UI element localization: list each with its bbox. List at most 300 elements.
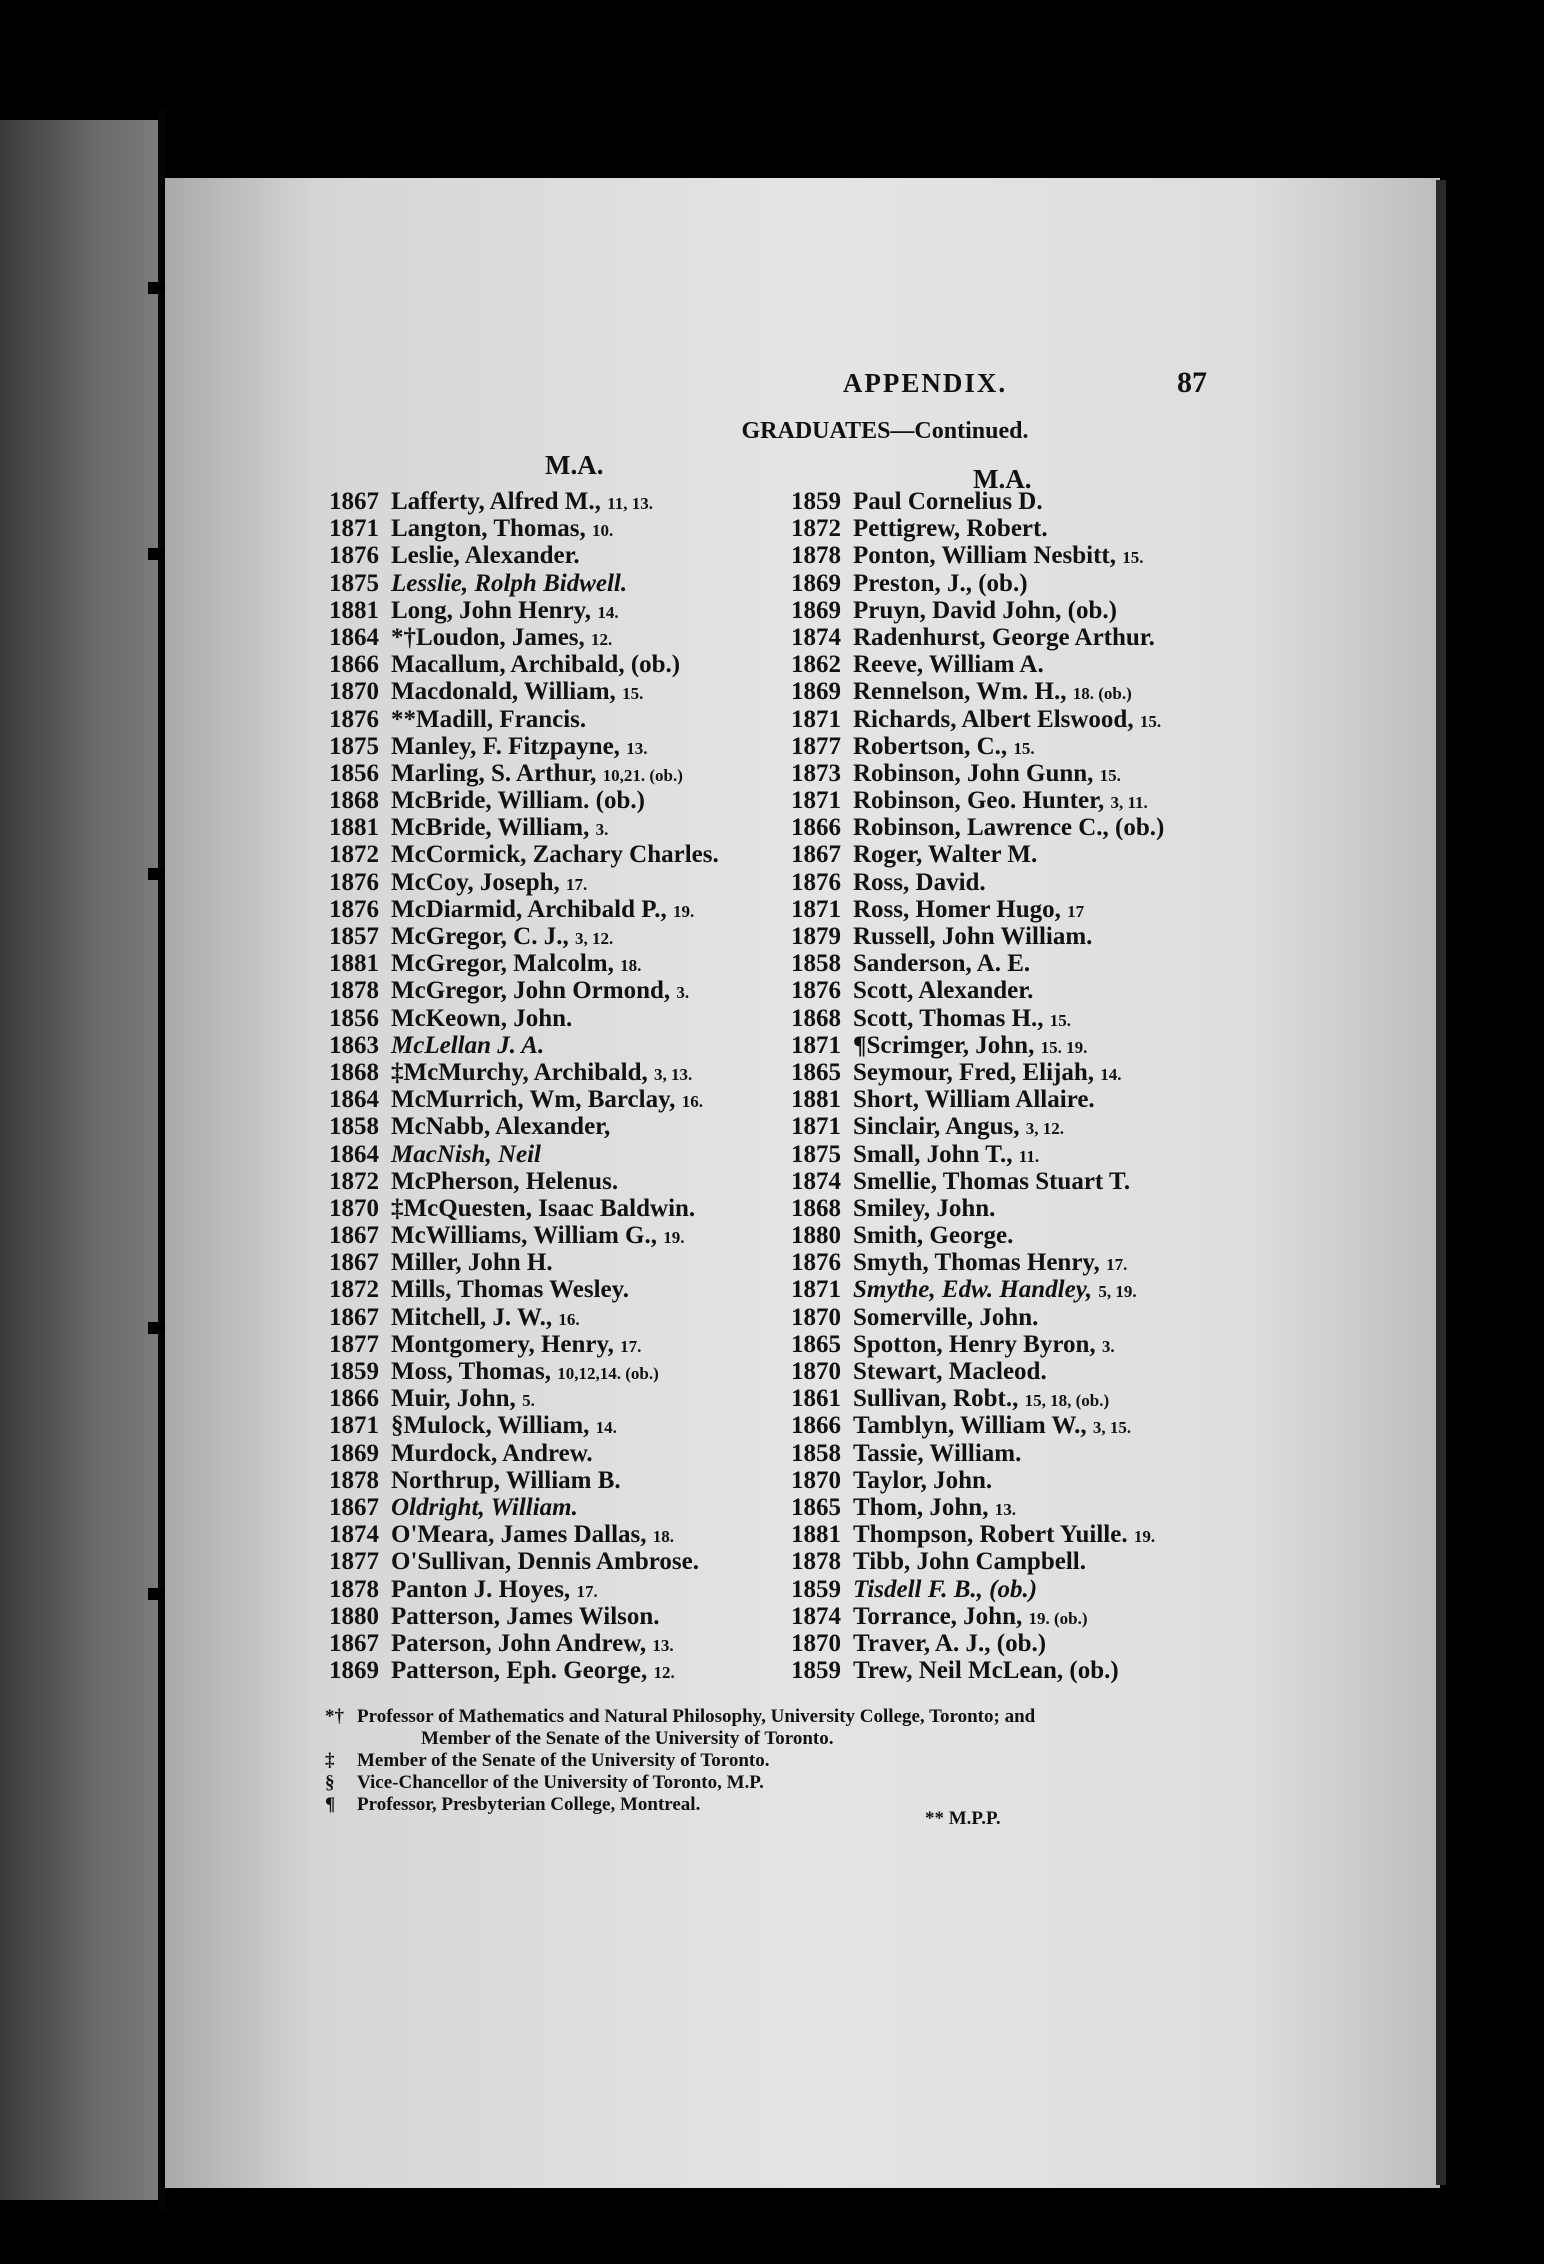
entry-year: 1881 [329,814,379,842]
entry-year: 1871 [791,705,841,733]
footnote-text: Professor of Mathematics and Natural Philosophy, University College, Toronto; and [357,1706,1036,1727]
entry-year: 1870 [791,1358,841,1385]
entry-name: Ponton, William Nesbitt, [853,542,1116,570]
entry-name: Scott, Alexander. [853,977,1034,1005]
entry-year: 1876 [329,542,379,570]
entry-year: 1856 [329,759,379,787]
entry-year: 1878 [329,1466,379,1494]
graduate-entry [313,1603,719,1630]
entry-name: Sullivan, Robt., [853,1385,1019,1413]
entry-name: McCoy, Joseph, [391,868,560,896]
graduate-entry [775,1494,1164,1521]
graduate-entry [775,1385,1164,1412]
entry-name: Mitchell, J. W., [391,1303,553,1331]
entry-year: 1864 [329,623,379,651]
entry-name: Pruyn, David John, (ob.) [853,596,1117,624]
entry-year: 1861 [791,1385,841,1413]
graduate-entry [775,1630,1164,1657]
graduate-entry [313,1304,719,1331]
footnote-text: Member of the Senate of the University of Toronto. [421,1728,834,1749]
entry-name: Thom, John, [853,1493,989,1521]
entry-notes: 17. [620,1336,642,1356]
graduate-entry [775,869,1164,896]
entry-year: 1869 [329,1657,379,1685]
graduate-entry [313,787,719,814]
entry-year: 1867 [329,1303,379,1331]
entry-notes: 3, 12. [1025,1119,1065,1139]
footnote-symbol: ¶ [325,1794,336,1815]
entry-year: 1868 [329,787,379,815]
footnote-text: Member of the Senate of the University of Toronto. [357,1750,770,1771]
entry-year: 1876 [791,868,841,896]
graduate-entry [313,814,719,841]
entry-year: 1876 [791,977,841,1005]
entry-year: 1875 [329,732,379,760]
entry-notes: 3, 13. [653,1064,693,1084]
entry-year: 1878 [329,977,379,1005]
entry-year: 1876 [329,868,379,896]
entry-name: Madill, Francis. [416,705,587,733]
entry-name: Loudon, James, [416,623,585,651]
graduate-entry [775,1358,1164,1385]
entry-year: 1874 [791,1602,841,1630]
entry-notes: 5, 19. [1098,1282,1137,1302]
graduate-entry [313,1222,719,1249]
entry-notes: 17. [1106,1255,1128,1275]
graduate-entry [775,814,1164,841]
entry-name: Pettigrew, Robert. [853,515,1048,543]
entry-notes: 10. [592,521,614,541]
entry-year: 1859 [791,1657,841,1685]
entry-name: Sinclair, Angus, [853,1113,1020,1141]
entry-notes: 15. [1013,738,1035,758]
entry-notes: 3, 11. [1110,793,1148,813]
graduate-entry [775,488,1164,515]
graduate-entry [313,1195,719,1222]
book-spine [158,110,165,2210]
graduate-entry [313,1358,719,1385]
entry-notes: 17. [566,874,588,894]
entry-name: Robertson, C., [853,732,1008,760]
entry-notes: 3, 15. [1092,1418,1132,1438]
graduate-entry [313,869,719,896]
entry-year: 1880 [329,1602,379,1630]
entry-name: MacNish, Neil [391,1140,541,1168]
entry-notes: 12. [591,629,613,649]
entry-year: 1870 [791,1629,841,1657]
graduate-entry [775,1412,1164,1439]
entry-name: Marling, S. Arthur, [391,759,597,787]
footnotes [325,1706,1325,1816]
entry-year: 1876 [791,1249,841,1277]
footnote [325,1794,1325,1816]
entry-name: Macdonald, William, [391,678,616,706]
graduate-entry [775,1467,1164,1494]
entry-name: McMurrich, Wm, Barclay, [391,1086,676,1114]
entry-year: 1871 [329,515,379,543]
graduate-entry [313,1412,719,1439]
entry-notes: 15. [1049,1010,1072,1030]
entry-year: 1877 [791,732,841,760]
graduate-entry [313,706,719,733]
entry-name: Richards, Albert Elswood, [853,705,1134,733]
graduate-entry [775,570,1164,597]
entry-mark: ‡ [391,1058,404,1086]
entry-name: McWilliams, William G., [391,1222,657,1250]
graduate-entry [775,706,1164,733]
entry-name: Ross, David. [853,868,986,896]
entry-notes: 19. [1133,1527,1156,1547]
entry-year: 1874 [791,1167,841,1195]
graduate-entry [313,1657,719,1684]
entry-mark: *† [391,623,416,651]
entry-name: McLellan J. A. [391,1031,545,1059]
entry-year: 1876 [329,705,379,733]
entry-year: 1866 [791,1412,841,1440]
entry-name: Smythe, Edw. Handley, [853,1276,1093,1304]
entry-name: Rennelson, Wm. H., [853,678,1067,706]
footnote [325,1706,1325,1728]
entry-mark: ‡ [391,1194,404,1222]
graduate-entry [775,841,1164,868]
entry-name: McCormick, Zachary Charles. [391,841,719,869]
graduate-entry [775,1113,1164,1140]
graduate-entry [313,1141,719,1168]
entry-year: 1867 [329,488,379,515]
entry-year: 1878 [329,1575,379,1603]
graduate-entry [775,651,1164,678]
entry-year: 1868 [791,1004,841,1032]
entry-name: McGregor, C. J., [391,923,569,950]
entry-year: 1871 [791,1276,841,1304]
entry-name: Oldright, William. [391,1493,578,1521]
entry-year: 1867 [329,1222,379,1250]
entry-name: Trew, Neil McLean, (ob.) [853,1657,1119,1685]
entry-notes: 15. [1122,548,1144,568]
entry-name: Russell, John William. [853,923,1093,950]
entry-year: 1870 [329,678,379,706]
entry-name: Lafferty, Alfred M., [391,488,601,515]
entry-year: 1869 [329,1439,379,1467]
entry-notes: 14. [1100,1064,1122,1084]
entry-name: McNabb, Alexander, [391,1113,611,1141]
entry-name: Patterson, James Wilson. [391,1602,660,1630]
entry-notes: 12. [653,1663,675,1683]
entry-mark: § [391,1412,404,1440]
graduate-entry [313,896,719,923]
entry-year: 1881 [791,1086,841,1114]
entry-year: 1871 [791,1031,841,1059]
entry-year: 1871 [791,1113,841,1141]
graduate-entry [313,597,719,624]
entry-year: 1871 [329,1412,379,1440]
entry-year: 1856 [329,1004,379,1032]
graduate-entry [313,1276,719,1303]
entry-name: Lesslie, Rolph Bidwell. [391,569,628,597]
entry-name: Paterson, John Andrew, [391,1629,647,1657]
entry-notes: 5. [522,1391,535,1411]
graduate-entry [775,1548,1164,1575]
entry-notes: 18. (ob.) [1072,684,1132,704]
entry-name: Montgomery, Henry, [391,1330,614,1358]
entry-notes: 3. [595,820,609,840]
entry-name: Taylor, John. [853,1466,993,1494]
graduate-entry [775,1086,1164,1113]
entry-year: 1868 [791,1194,841,1222]
entry-name: Patterson, Eph. George, [391,1657,648,1685]
graduate-entry [775,1276,1164,1303]
entry-name: Robinson, Geo. Hunter, [853,787,1105,815]
entry-year: 1867 [329,1629,379,1657]
entry-name: Miller, John H. [391,1249,553,1277]
page-edge-shadow [1436,180,1446,2185]
entry-year: 1873 [791,759,841,787]
graduate-entry [775,597,1164,624]
footnote-symbol: ‡ [325,1750,335,1771]
graduate-entry [313,733,719,760]
graduate-entry [313,1630,719,1657]
entry-name: McPherson, Helenus. [391,1167,619,1195]
graduate-entry [775,950,1164,977]
entry-year: 1877 [329,1330,379,1358]
entry-year: 1871 [791,787,841,815]
graduate-entry [775,678,1164,705]
graduate-entry [313,1494,719,1521]
graduate-list-left [313,488,719,1684]
entry-name: Radenhurst, George Arthur. [853,623,1155,651]
entry-notes: 13. [626,738,648,758]
entry-year: 1864 [329,1140,379,1168]
entry-year: 1866 [329,651,379,679]
graduate-entry [775,1603,1164,1630]
column-heading-right: M.A. [973,464,1032,494]
graduate-entry [313,923,719,950]
entry-year: 1872 [329,1276,379,1304]
entry-name: Robinson, Lawrence C., (ob.) [853,814,1165,842]
graduate-entry [775,923,1164,950]
entry-year: 1878 [791,1548,841,1576]
entry-year: 1875 [791,1140,841,1168]
graduate-entry [313,1467,719,1494]
entry-name: Spotton, Henry Byron, [853,1330,1096,1358]
entry-name: Long, John Henry, [391,596,592,624]
entry-year: 1872 [791,515,841,543]
entry-year: 1869 [791,596,841,624]
entry-name: Smellie, Thomas Stuart T. [853,1167,1131,1195]
graduate-entry [775,1331,1164,1358]
entry-name: Macallum, Archibald, (ob.) [391,651,681,679]
entry-name: McGregor, John Ormond, [391,977,671,1005]
entry-year: 1865 [791,1058,841,1086]
entry-notes: 14. [597,602,619,622]
entry-notes: 11, 13. [607,494,653,513]
graduate-entry [313,1059,719,1086]
graduate-entry [775,542,1164,569]
entry-year: 1865 [791,1330,841,1358]
entry-name: Tamblyn, William W., [853,1412,1087,1440]
graduate-entry [775,1168,1164,1195]
entry-name: Smiley, John. [853,1194,996,1222]
entry-year: 1866 [791,814,841,842]
entry-year: 1877 [329,1548,379,1576]
entry-name: Scrimger, John, [866,1031,1035,1059]
entry-year: 1872 [329,1167,379,1195]
graduate-entry [775,977,1164,1004]
graduate-entry [313,624,719,651]
entry-notes: 16. [681,1092,703,1112]
graduate-entry [775,515,1164,542]
entry-name: O'Meara, James Dallas, [391,1521,647,1549]
section-title: GRADUATES—Continued. [741,418,1029,444]
entry-notes: 19. [672,901,695,921]
entry-name: Stewart, Macleod. [853,1358,1047,1385]
page-number: 87 [1177,366,1207,399]
graduate-entry [313,1086,719,1113]
footnote [325,1728,1325,1750]
graduate-entry [313,950,719,977]
entry-name: McBride, William. (ob.) [391,787,645,815]
entry-name: Seymour, Fred, Elijah, [853,1058,1094,1086]
entry-notes: 15. 19. [1040,1037,1088,1057]
entry-name: Short, William Allaire. [853,1086,1095,1114]
entry-notes: 14. [595,1418,617,1438]
entry-name: Murdock, Andrew. [391,1439,593,1467]
graduate-entry [313,1249,719,1276]
graduate-entry [313,570,719,597]
graduate-entry [313,1005,719,1032]
entry-year: 1872 [329,841,379,869]
graduate-entry [313,1113,719,1140]
graduate-entry [775,1657,1164,1684]
footnote-symbol: § [325,1772,335,1793]
entry-year: 1878 [791,542,841,570]
entry-year: 1870 [791,1466,841,1494]
entry-notes: 18. [652,1527,675,1547]
entry-name: Robinson, John Gunn, [853,759,1094,787]
entry-name: Langton, Thomas, [391,515,586,543]
entry-year: 1871 [791,895,841,923]
entry-year: 1859 [329,1358,379,1385]
entry-name: Sanderson, A. E. [853,950,1031,978]
column-heading-left: M.A. [545,450,604,480]
entry-name: McBride, William, [391,814,590,842]
footnote [325,1772,1325,1794]
entry-year: 1881 [329,596,379,624]
graduate-entry [313,1168,719,1195]
entry-notes: 18. [620,956,642,976]
graduate-entry [313,1331,719,1358]
entry-year: 1865 [791,1493,841,1521]
entry-name: Leslie, Alexander. [391,542,580,570]
graduate-entry [775,1059,1164,1086]
entry-notes: 3, 12. [574,929,614,948]
entry-year: 1859 [791,1575,841,1603]
entry-name: O'Sullivan, Dennis Ambrose. [391,1548,699,1576]
entry-name: Preston, J., (ob.) [853,569,1028,597]
entry-year: 1869 [791,569,841,597]
entry-name: Tibb, John Campbell. [853,1548,1086,1576]
entry-name: Mulock, William, [403,1412,590,1440]
graduate-entry [775,787,1164,814]
graduate-entry [775,624,1164,651]
entry-name: McKeown, John. [391,1004,573,1032]
graduate-entry [775,1032,1164,1059]
entry-year: 1874 [791,623,841,651]
entry-year: 1867 [791,841,841,869]
entry-name: Ross, Homer Hugo, [853,895,1061,923]
entry-name: McGregor, Malcolm, [391,950,614,978]
graduate-entry [313,1385,719,1412]
entry-year: 1868 [329,1058,379,1086]
entry-mark: ¶ [853,1031,867,1059]
entry-name: McMurchy, Archibald, [403,1058,648,1086]
entry-year: 1864 [329,1086,379,1114]
entry-notes: 15. [622,684,644,704]
graduate-list-right [775,488,1164,1684]
graduate-entry [313,1521,719,1548]
entry-notes: 17 [1067,901,1085,921]
entry-notes: 16. [558,1309,580,1329]
entry-year: 1876 [329,895,379,923]
entry-notes: 10,21. (ob.) [602,765,683,785]
entry-name: Moss, Thomas, [391,1358,551,1385]
graduate-entry [775,1222,1164,1249]
entry-notes: 19. [663,1228,685,1248]
running-head: APPENDIX. [842,368,1008,398]
entry-year: 1863 [329,1031,379,1059]
entry-name: Traver, A. J., (ob.) [853,1629,1047,1657]
entry-year: 1858 [791,1439,841,1467]
footnote-text: Professor, Presbyterian College, Montreal. [357,1794,701,1815]
entry-year: 1869 [791,678,841,706]
entry-year: 1880 [791,1222,841,1250]
entry-notes: 11. [1018,1146,1040,1166]
entry-year: 1862 [791,651,841,679]
entry-year: 1875 [329,569,379,597]
graduate-entry [775,1521,1164,1548]
graduate-entry [313,542,719,569]
entry-notes: 17. [576,1581,598,1601]
graduate-entry [313,841,719,868]
entry-name: Mills, Thomas Wesley. [391,1276,630,1304]
entry-name: Small, John T., [853,1140,1013,1168]
entry-name: Roger, Walter M. [853,841,1038,869]
footnote [325,1750,1325,1772]
entry-notes: 15. [1139,711,1162,731]
graduate-entry [313,977,719,1004]
graduate-entry [775,1304,1164,1331]
graduate-entry [775,1576,1164,1603]
entry-name: McDiarmid, Archibald P., [391,895,667,923]
entry-year: 1881 [329,950,379,978]
entry-year: 1874 [329,1521,379,1549]
entry-notes: 13. [994,1499,1016,1519]
graduate-entry [775,1141,1164,1168]
facing-page [0,120,160,2200]
footnote-symbol: *† [325,1706,344,1727]
graduate-entry [313,760,719,787]
entry-name: Thompson, Robert Yuille. [853,1521,1128,1549]
entry-notes: 15, 18, (ob.) [1024,1391,1110,1411]
entry-year: 1879 [791,923,841,950]
graduate-entry [313,1032,719,1059]
entry-notes: 10,12,14. (ob.) [557,1364,659,1383]
entry-year: 1870 [329,1194,379,1222]
entry-name: Tisdell F. B., (ob.) [853,1575,1038,1603]
graduate-entry [775,1440,1164,1467]
entry-year: 1866 [329,1385,379,1413]
entry-name: Northrup, William B. [391,1466,621,1494]
